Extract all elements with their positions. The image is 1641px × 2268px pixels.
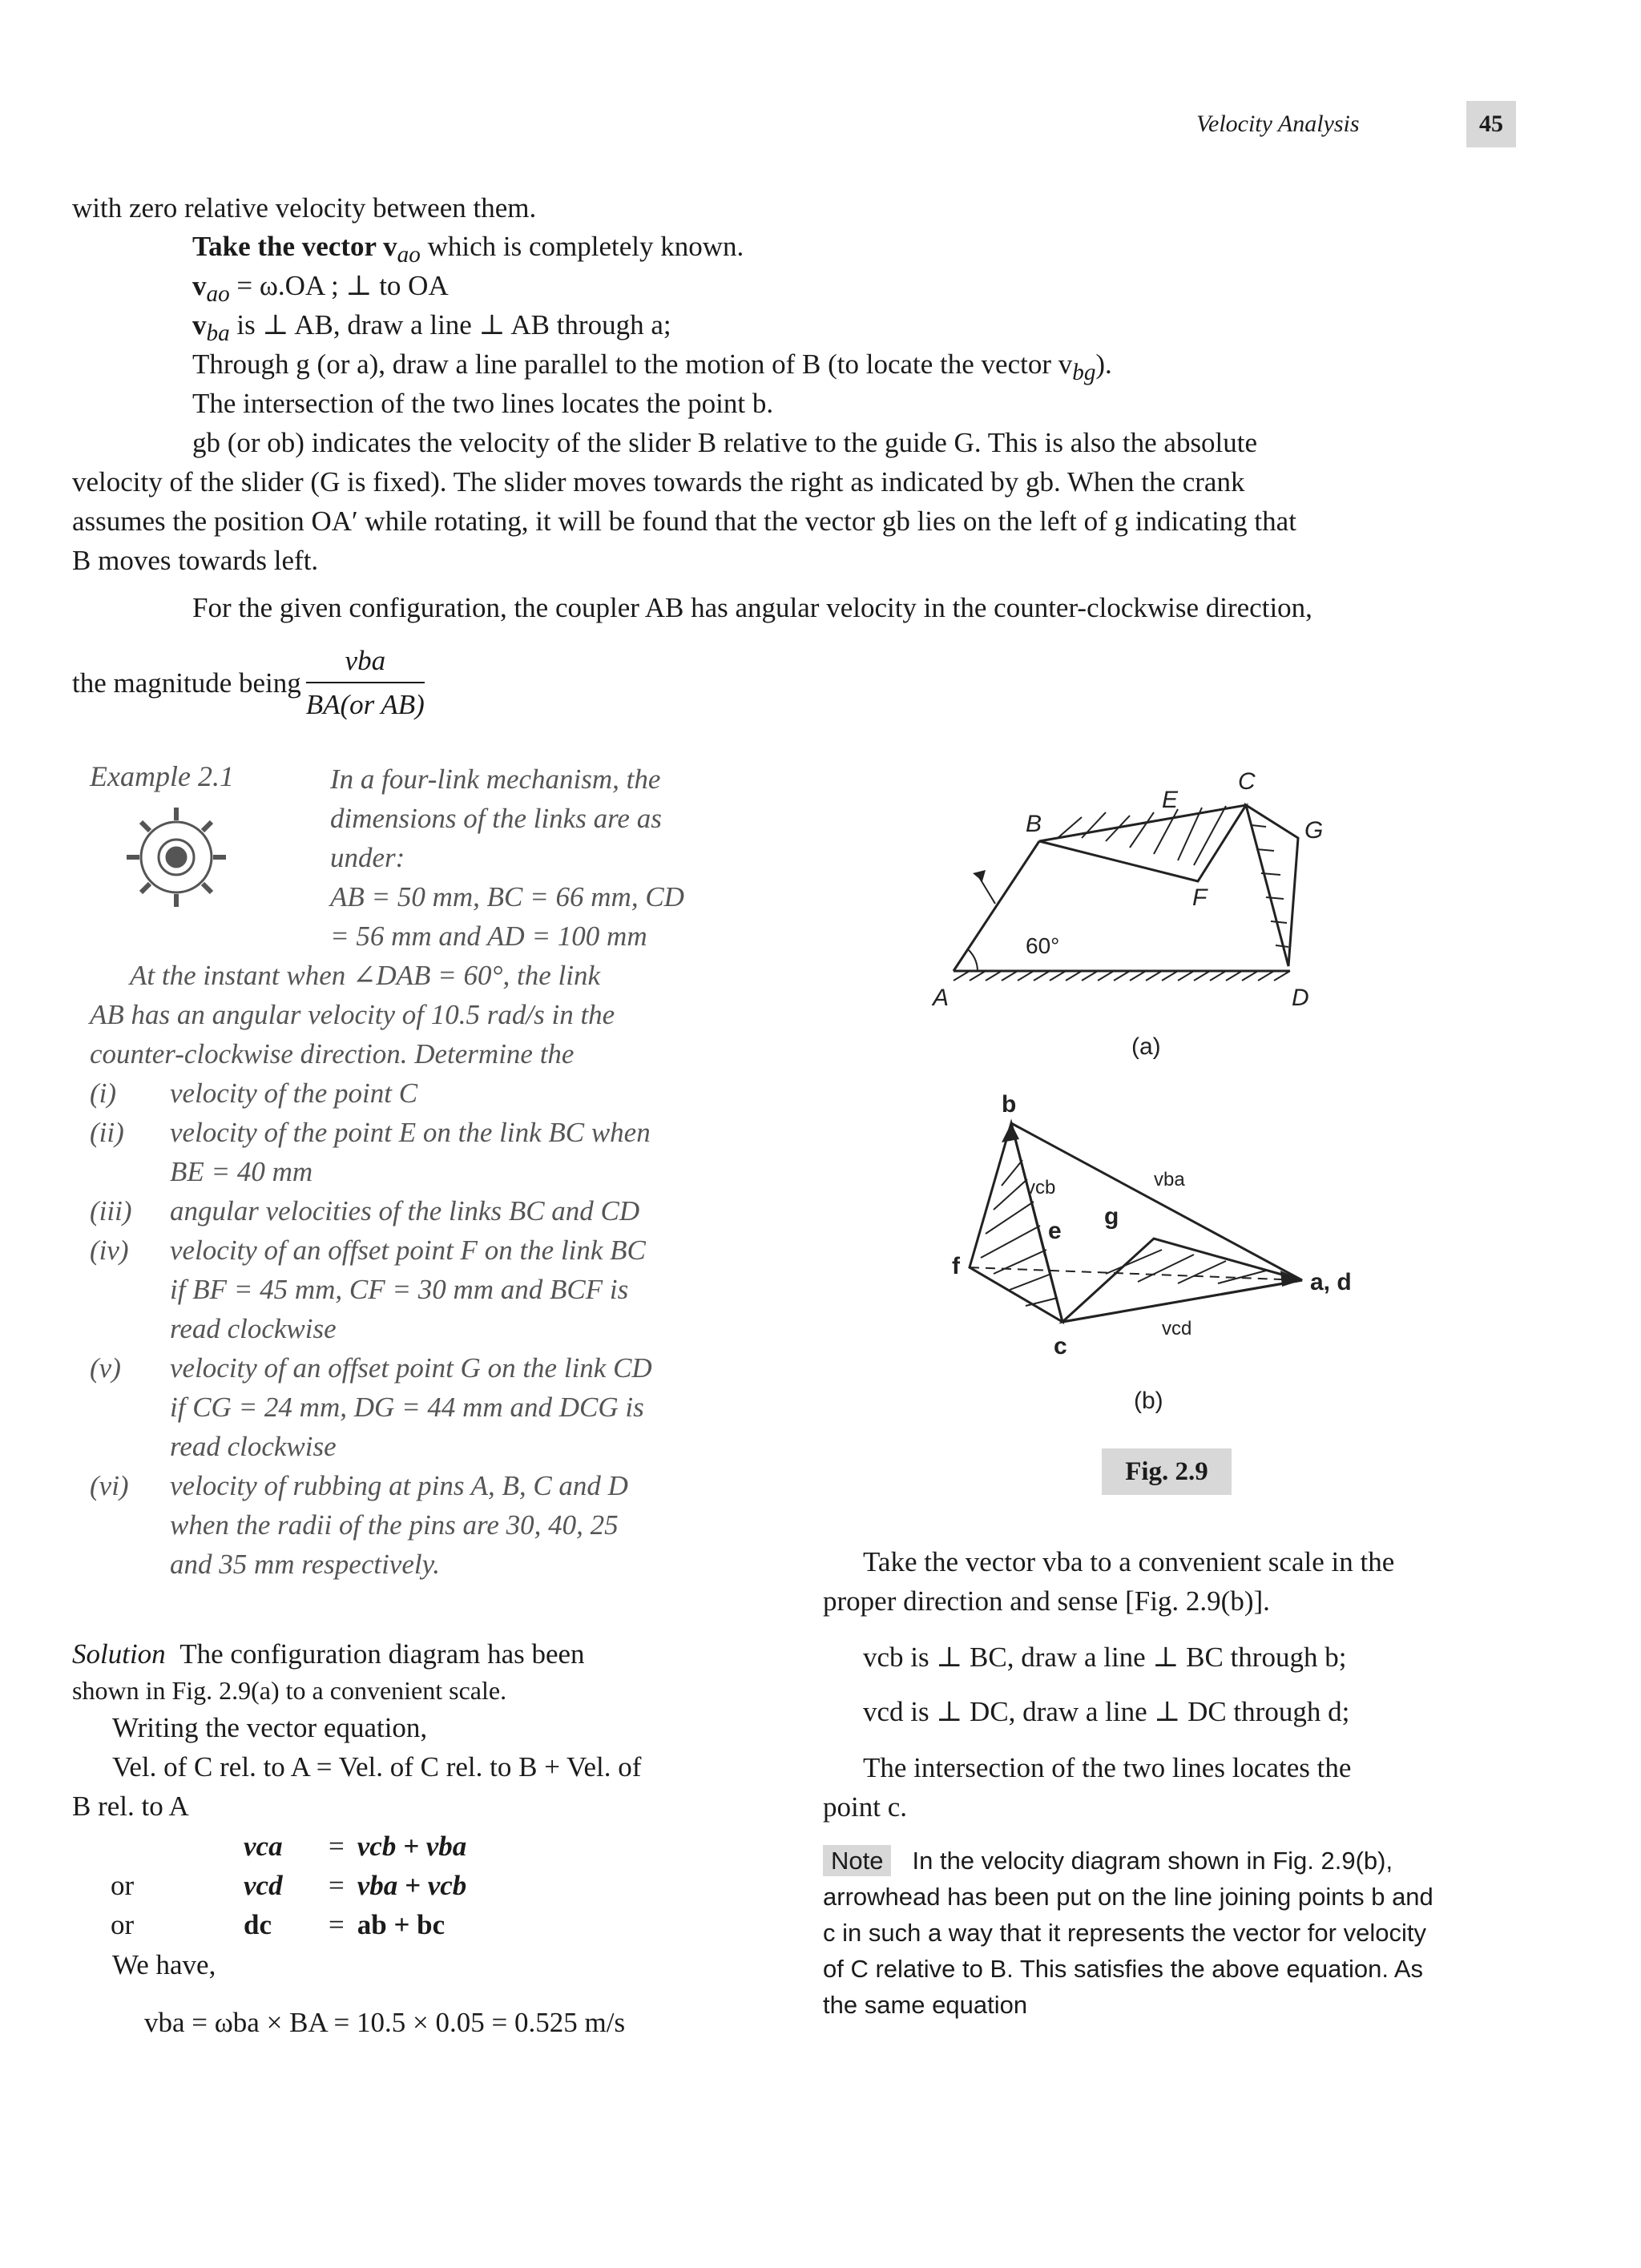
example-label: Example 2.1 bbox=[90, 760, 234, 792]
paragraph-line: Writing the vector equation, bbox=[112, 1712, 428, 1743]
list-item: (vi) velocity of rubbing at pins A, B, C and D bbox=[90, 1470, 628, 1501]
label-vba: vba bbox=[1154, 1169, 1185, 1190]
link-cd-offset-g bbox=[1246, 805, 1298, 966]
paragraph-line: The intersection of the two lines locates the point b. bbox=[192, 388, 774, 419]
figure-2-9b bbox=[945, 1090, 1394, 1426]
paragraph-line: gb (or ob) indicates the velocity of the slider B relative to the guide G. This is also the absolute bbox=[192, 427, 1258, 458]
label-G: G bbox=[1304, 817, 1324, 844]
final-equation: vba = ωba × BA = 10.5 × 0.05 = 0.525 m/s bbox=[144, 2007, 626, 2038]
label-D: D bbox=[1292, 985, 1309, 1011]
label-vcd: vcd bbox=[1162, 1318, 1192, 1339]
paragraph-line: vcb is ⊥ BC, draw a line ⊥ BC through b; bbox=[863, 1642, 1347, 1673]
gear-icon bbox=[120, 801, 232, 913]
label-g: g bbox=[1104, 1203, 1119, 1230]
label-f: f bbox=[952, 1253, 960, 1279]
note-block: Note In the velocity diagram shown in Fig. 2.9(b), arrowhead has been put on the line joining points b and c in such a way that it represents the vector for velocity of C relative to B. This satisfies the above equation. As the same equation bbox=[823, 1847, 1433, 2019]
example-statement: In a four-link mechanism, the dimensions of the links are as under: AB = 50 mm, BC = 66 mm, CD = 56 mm and AD = 100 mm bbox=[330, 763, 684, 952]
list-item: (iii) angular velocities of the links BC and CD bbox=[90, 1195, 640, 1227]
vector-vba bbox=[1011, 1123, 1302, 1280]
label-c: c bbox=[1054, 1333, 1067, 1360]
caption-b: (b) bbox=[1134, 1388, 1163, 1414]
paragraph-line: Take the vector vba to a convenient scale in the bbox=[863, 1546, 1395, 1577]
solution-line: Solution The configuration diagram has been bbox=[72, 1638, 585, 1670]
figure-2-9a bbox=[921, 761, 1402, 1066]
running-header: Velocity Analysis bbox=[1196, 111, 1360, 137]
label-e: e bbox=[1048, 1218, 1062, 1244]
example-body: At the instant when ∠DAB = 60°, the link AB has an angular velocity of 10.5 rad/s in the counter-clockwise direction. Determine the bbox=[90, 960, 615, 1070]
paragraph-line: proper direction and sense [Fig. 2.9(b)]. bbox=[823, 1585, 1270, 1617]
paragraph-line: shown in Fig. 2.9(a) to a convenient scale. bbox=[72, 1676, 507, 1705]
list-item: (ii) velocity of the point E on the link BC when bbox=[90, 1117, 651, 1148]
paragraph-line: The intersection of the two lines locates the bbox=[863, 1752, 1352, 1783]
figure-caption: Fig. 2.9 bbox=[1102, 1448, 1232, 1495]
label-b: b bbox=[1002, 1091, 1017, 1118]
example-items: (i) velocity of the point C (ii) velocity of the point E on the link BC when BE = 40 mm (iii) angular velocities of the links BC and CD (iv) velocity of an offset point F on the link BC if BF = 45 mm, CF = 30 mm and BCF is read clockwise (v) velocity of an offset point G on the link CD if CG = 24 mm, DG = 44 mm and DCG is read clockwise (vi) velocity of rubbing at pins A, B, C and D when the radii of the pins are 30, 40, 25 and 35 mm respectively. bbox=[90, 1074, 652, 1584]
image-cdg bbox=[1062, 1239, 1302, 1322]
label-B: B bbox=[1026, 811, 1042, 837]
paragraph-line: Vel. of C rel. to A = Vel. of C rel. to B + Vel. of bbox=[112, 1751, 642, 1783]
list-item: (v) velocity of an offset point G on the link CD bbox=[90, 1352, 652, 1384]
fraction: $\frac{\text{vba}}{\text{BA(or AB)}}$ bbox=[306, 641, 425, 724]
paragraph-line: Through g (or a), draw a line parallel to the motion of B (to locate the vector $v_{bg}$). bbox=[192, 348, 1112, 385]
label-vcb: vcb bbox=[1026, 1177, 1056, 1198]
vector-equations: vca = vcb + vba or vcd = vba + vcb or dc = ab + bc bbox=[111, 1831, 467, 1940]
label-ad: a, d bbox=[1310, 1269, 1352, 1295]
magnitude-line: the magnitude being $\frac{\text{vba}}{\text{BA(or AB)}}$ bbox=[72, 641, 425, 724]
paragraph-line: We have, bbox=[112, 1949, 216, 1980]
note-label: Note bbox=[823, 1845, 891, 1876]
paragraph-line: velocity of the slider (G is fixed). The slider moves towards the right as indicated by gb. When the crank bbox=[72, 466, 1245, 498]
label-C: C bbox=[1238, 768, 1256, 795]
list-item: (i) velocity of the point C bbox=[90, 1078, 418, 1109]
coupler-bcf bbox=[1039, 805, 1246, 881]
label-A: A bbox=[933, 985, 950, 1011]
label-angle: 60° bbox=[1026, 933, 1060, 958]
equation-line: $v_{ao} = \omega.OA$ ; ⊥ to OA bbox=[192, 270, 449, 307]
paragraph-line: B moves towards left. bbox=[72, 545, 319, 576]
paragraph-line: Take the vector $v_{ao}$ which is completely known. bbox=[192, 231, 744, 268]
label-F: F bbox=[1192, 884, 1208, 911]
paragraph-line: with zero relative velocity between them. bbox=[72, 192, 537, 224]
caption-a: (a) bbox=[1131, 1033, 1161, 1060]
page-number: 45 bbox=[1466, 101, 1516, 147]
paragraph-line: point c. bbox=[823, 1791, 907, 1823]
list-item: (iv) velocity of an offset point F on the link BC bbox=[90, 1235, 646, 1266]
paragraph-line: $v_{ba}$ is ⊥ AB, draw a line ⊥ AB through a; bbox=[192, 309, 671, 346]
paragraph-line: For the given configuration, the coupler AB has angular velocity in the counter-clockwise direction, bbox=[192, 592, 1312, 623]
paragraph-line: B rel. to A bbox=[72, 1791, 189, 1822]
paragraph-line: vcd is ⊥ DC, draw a line ⊥ DC through d; bbox=[863, 1696, 1350, 1727]
paragraph-line: assumes the position OA′ while rotating, it will be found that the vector gb lies on the left of g indicating that bbox=[72, 506, 1296, 537]
label-E: E bbox=[1162, 787, 1179, 813]
